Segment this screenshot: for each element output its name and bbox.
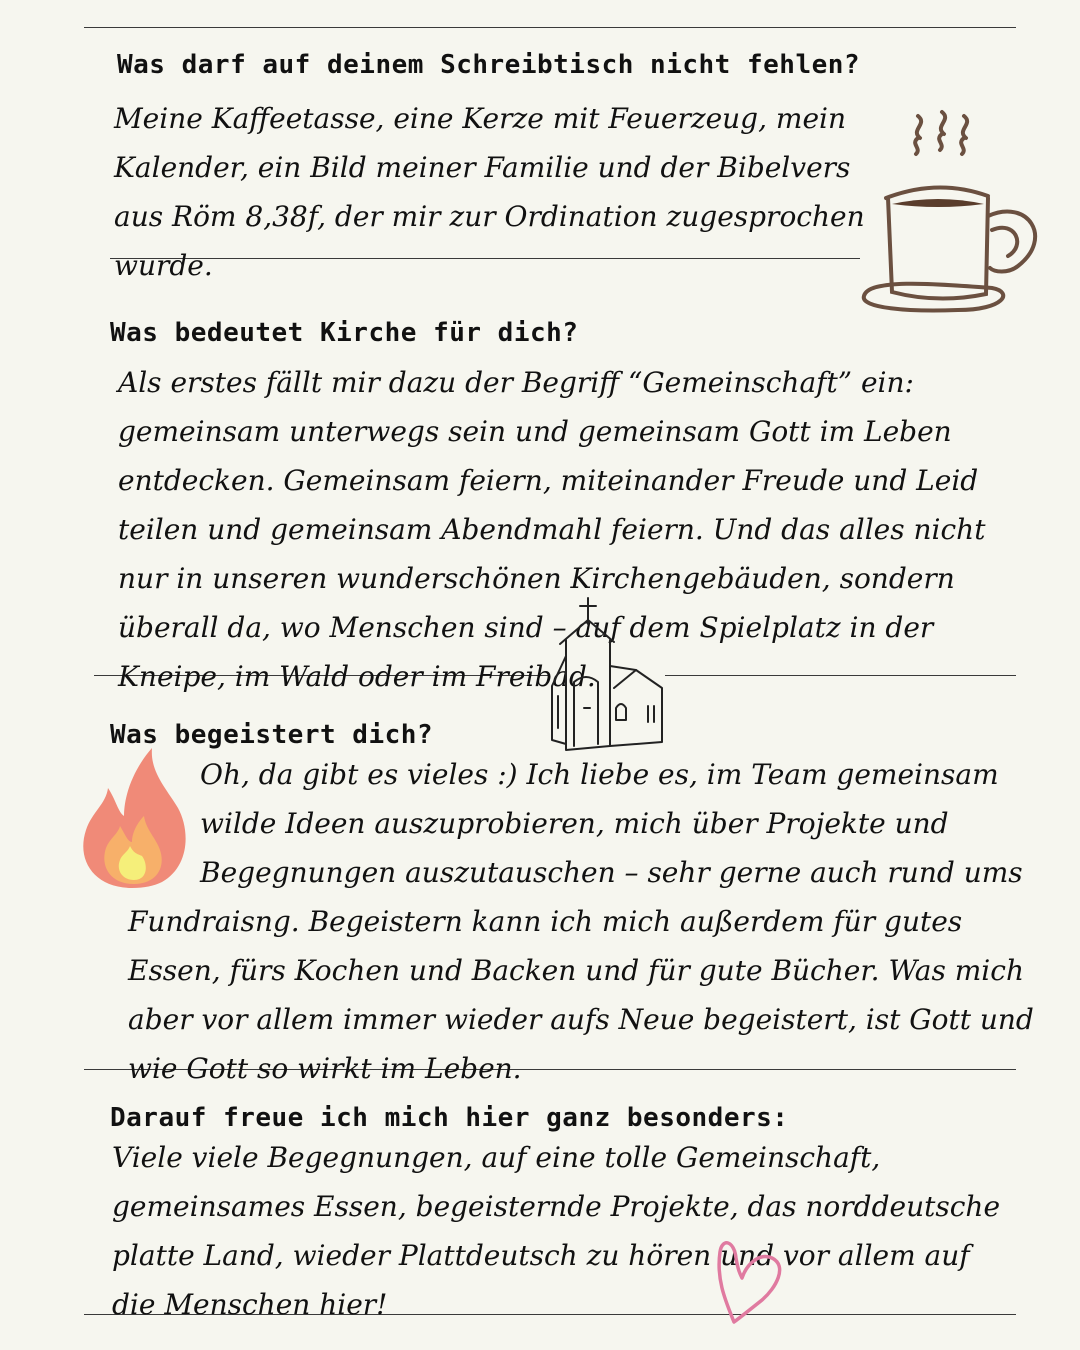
answer-looking-forward: Viele viele Begegnungen, auf eine tolle Gemeinschaft, gemeinsames Essen, begeisternde Projekte, das norddeutsche platte Land, wieder Plattdeutsch zu hören und vor allem auf die Menschen hier! bbox=[112, 1141, 1001, 1321]
answer-desk: Meine Kaffeetasse, eine Kerze mit Feuerzeug, mein Kalender, ein Bild meiner Familie und der Bibelvers aus Röm 8,38f, der mir zur Ordination zugesprochen wurde. bbox=[114, 102, 865, 282]
answer-church: Als erstes fällt mir dazu der Begriff “Gemeinschaft” ein: gemeinsam unterwegs sein und gemeinsam Gott im Leben entdecken. Gemeinsam feiern, miteinander Freude und Leid teilen und gemeinsam Abendmahl feiern. Und das alles nicht nur in unseren wunderschönen Kirchengebäuden, sondern überall da, wo Menschen sind – auf dem Spielplatz in der Kneipe, im Wald oder im Freibad. bbox=[118, 366, 986, 693]
church-icon bbox=[546, 596, 668, 752]
question-enthusiasm: Was begeistert dich? bbox=[110, 720, 434, 750]
question-church: Was bedeutet Kirche für dich? bbox=[110, 318, 579, 348]
answer-enthusiasm-text: Oh, da gibt es vieles :) Ich liebe es, im Team gemeinsam wilde Ideen auszuprobieren, mich über Projekte und Begegnungen auszutauschen – sehr gerne auch rund ums Fundraisng. Begeistern kann ich mich außerdem für gutes Essen, fürs Kochen und Backen und für gute Bücher. Was mich aber vor allem immer wieder aufs Neue begeistert, ist Gott und wie Gott so wirkt im Leben. bbox=[128, 758, 1034, 1085]
coffee-cup-icon bbox=[858, 108, 1048, 318]
top-rule bbox=[84, 27, 1016, 28]
question-looking-forward: Darauf freue ich mich hier ganz besonders: bbox=[110, 1103, 789, 1133]
heart-icon bbox=[712, 1236, 786, 1328]
flame-icon bbox=[78, 742, 190, 892]
answer-enthusiasm bbox=[128, 750, 1048, 1093]
question-desk: Was darf auf deinem Schreibtisch nicht fehlen? bbox=[117, 50, 861, 80]
